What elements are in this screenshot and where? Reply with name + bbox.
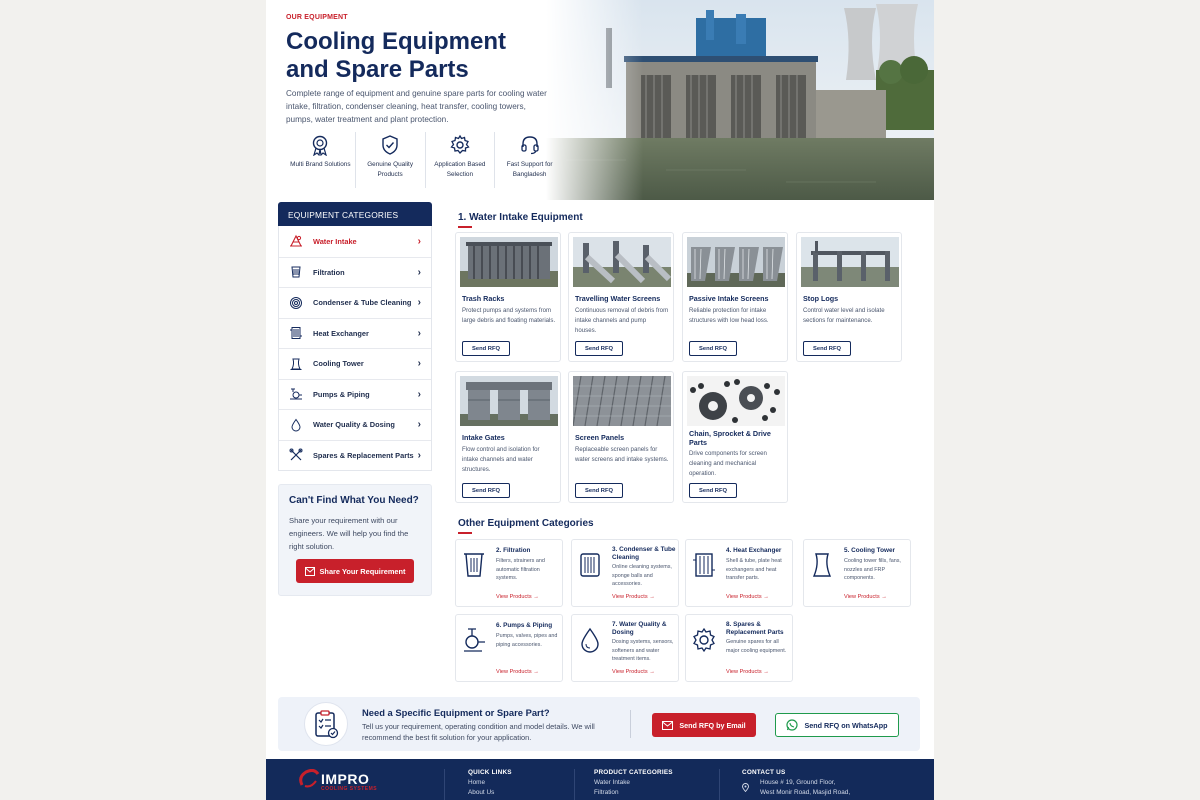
view-products-link[interactable]: View Products →	[496, 669, 539, 675]
footer-link[interactable]: About Us	[468, 789, 495, 796]
view-products-link[interactable]: View Products →	[726, 669, 769, 675]
footer-quick-links	[468, 769, 512, 796]
category-title: 3. Condenser & Tube Cleaning	[612, 546, 676, 561]
product-image	[687, 376, 785, 426]
product-description: Control water level and isolate sections for maintenance.	[803, 307, 885, 324]
sidebar-item-label: Water Intake	[313, 236, 357, 246]
send-rfq-button[interactable]: Send RFQ	[803, 341, 851, 356]
water-drop-icon	[578, 625, 602, 655]
cooling-tower-icon	[810, 550, 834, 580]
sidebar-heading: EQUIPMENT CATEGORIES	[278, 202, 432, 226]
hero	[266, 0, 934, 200]
sidebar-item-label: Pumps & Piping	[313, 389, 370, 399]
hero-eyebrow: OUR EQUIPMENT	[286, 14, 348, 21]
product-card-stop-logs	[796, 232, 902, 362]
category-title: 4. Heat Exchanger	[726, 547, 782, 554]
feature-label: Fast Support for Bangladesh	[506, 161, 553, 178]
sidebar-item-pumps-piping[interactable]	[279, 379, 431, 410]
product-title: Travelling Water Screens	[575, 294, 661, 303]
category-card-cooling-tower[interactable]	[803, 539, 911, 607]
sidebar-list	[278, 226, 432, 471]
footer-link[interactable]: Water Intake	[594, 779, 630, 786]
send-rfq-button[interactable]: Send RFQ	[462, 483, 510, 498]
location-pin-icon	[742, 783, 749, 792]
sidebar-item-heat-exchanger[interactable]	[279, 318, 431, 349]
feature-genuine-quality	[356, 132, 426, 188]
category-title: 6. Pumps & Piping	[496, 622, 553, 629]
condenser-icon	[578, 550, 602, 580]
chevron-right-icon: ›	[417, 358, 421, 370]
product-card-screen-panels	[568, 371, 674, 503]
contact-address-line: House # 19, Ground Floor,	[760, 779, 836, 786]
category-title: 2. Filtration	[496, 547, 531, 554]
shield-check-icon	[379, 134, 401, 156]
category-title: 8. Spares & Replacement Parts	[726, 621, 784, 636]
page-title: Cooling Equipment and Spare Parts	[286, 28, 506, 83]
product-image	[801, 237, 899, 287]
cooling-tower-icon	[289, 357, 303, 371]
view-products-link[interactable]: View Products →	[612, 594, 655, 600]
send-rfq-button[interactable]: Send RFQ	[689, 483, 737, 498]
footer	[266, 759, 934, 800]
product-description: Reliable protection for intake structures with low head loss.	[689, 307, 769, 324]
category-description: Online cleaning systems, sponge balls and accessories.	[612, 564, 672, 587]
product-title: Stop Logs	[803, 294, 839, 303]
category-card-filtration[interactable]	[455, 539, 563, 607]
send-rfq-button[interactable]: Send RFQ	[575, 341, 623, 356]
other-categories-title: Other Equipment Categories	[458, 518, 594, 529]
chevron-right-icon: ›	[417, 449, 421, 461]
feature-multi-brand	[286, 132, 356, 188]
category-title: 7. Water Quality & Dosing	[612, 621, 667, 636]
hero-description: Complete range of equipment and genuine spare parts for cooling water intake, filtration, condenser cleaning, heat transfer, cooling towers, pumps, water treatment and plant protection.	[286, 89, 547, 124]
product-title: Chain, Sprocket & Drive Parts	[689, 429, 771, 447]
divider	[630, 710, 631, 738]
category-card-spares[interactable]	[685, 614, 793, 682]
gear-icon	[692, 625, 716, 655]
rfq-cta-bar	[278, 697, 920, 751]
sidebar-item-cooling-tower[interactable]	[279, 348, 431, 379]
gear-icon	[449, 134, 471, 156]
sidebar-item-water-quality[interactable]	[279, 409, 431, 440]
send-rfq-button[interactable]: Send RFQ	[575, 483, 623, 498]
chevron-right-icon: ›	[417, 235, 421, 247]
product-card-travelling-screens	[568, 232, 674, 362]
logo-icon	[298, 769, 320, 789]
section-underline	[458, 532, 472, 534]
whatsapp-icon	[786, 719, 798, 731]
divider	[574, 769, 575, 800]
view-products-link[interactable]: View Products →	[844, 594, 887, 600]
product-title: Trash Racks	[462, 294, 505, 303]
product-title: Screen Panels	[575, 433, 625, 442]
send-rfq-button[interactable]: Send RFQ	[689, 341, 737, 356]
send-rfq-button[interactable]: Send RFQ	[462, 341, 510, 356]
feature-fast-support	[495, 132, 564, 188]
send-rfq-whatsapp-button[interactable]	[775, 713, 899, 737]
product-description: Flow control and isolation for intake channels and water structures.	[462, 446, 540, 473]
footer-link[interactable]: Filtration	[594, 789, 619, 796]
category-description: Pumps, valves, pipes and piping accessories.	[496, 633, 558, 648]
water-drop-icon	[289, 418, 303, 432]
heat-exchanger-icon	[692, 550, 716, 580]
category-description: Filters, strainers and automatic filtration systems.	[496, 558, 545, 581]
section-underline	[458, 226, 472, 228]
product-description: Drive components for screen cleaning and mechanical operation.	[689, 450, 767, 477]
category-description: Cooling tower fills, fans, nozzles and FRP components.	[844, 558, 901, 581]
cta-title: Need a Specific Equipment or Spare Part?	[362, 707, 550, 718]
page	[266, 0, 934, 800]
footer-link[interactable]: Home	[468, 779, 486, 786]
sidebar-item-condenser[interactable]	[279, 287, 431, 318]
cta-text: Tell us your requirement, operating condition and model details. We will recommend the best fit solution for your application.	[362, 722, 595, 742]
product-card-intake-gates	[455, 371, 561, 503]
product-image	[460, 376, 558, 426]
product-image	[573, 237, 671, 287]
filter-icon	[289, 265, 303, 279]
logo-tagline: COOLING SYSTEMS	[321, 786, 378, 792]
help-title: Can't Find What You Need?	[289, 495, 419, 506]
category-card-heat-exchanger[interactable]	[685, 539, 793, 607]
feature-label: Genuine Quality Products	[367, 161, 414, 178]
product-image	[687, 237, 785, 287]
clipboard-check-icon	[304, 702, 348, 746]
footer-product-categories	[594, 769, 673, 796]
tools-icon	[289, 448, 303, 462]
category-description: Genuine spares for all major cooling equipment.	[726, 639, 787, 654]
pump-icon	[462, 625, 486, 655]
sidebar-item-label: Spares & Replacement Parts	[313, 450, 414, 460]
category-description: Dosing systems, sensors, softeners and water treatment items.	[612, 639, 674, 662]
divider	[444, 769, 445, 800]
hero-image	[546, 0, 934, 200]
product-card-passive-screens	[682, 232, 788, 362]
category-title: 5. Cooling Tower	[844, 547, 896, 554]
sidebar-item-water-intake[interactable]	[279, 226, 431, 257]
whatsapp-button-label: Send RFQ on WhatsApp	[804, 720, 888, 730]
feature-application-selection	[426, 132, 496, 188]
product-image	[573, 376, 671, 426]
contact-address-line: West Monir Road, Masjid Road,	[760, 789, 851, 796]
category-card-pumps-piping[interactable]	[455, 614, 563, 682]
feature-label: Multi Brand Solutions	[290, 161, 351, 168]
chevron-right-icon: ›	[417, 266, 421, 278]
view-products-link[interactable]: View Products →	[496, 594, 539, 600]
logo[interactable]: IMPRO	[321, 771, 370, 787]
send-rfq-email-button[interactable]	[652, 713, 756, 737]
section-title: 1. Water Intake Equipment	[458, 212, 583, 223]
category-card-water-quality[interactable]	[571, 614, 679, 682]
condenser-icon	[289, 296, 303, 310]
product-description: Continuous removal of debris from intake channels and pump houses.	[575, 307, 669, 334]
footer-heading: CONTACT US	[742, 769, 786, 776]
feature-label: Application Based Selection	[434, 161, 486, 178]
water-intake-icon	[289, 234, 303, 248]
category-sidebar	[278, 202, 432, 471]
chevron-right-icon: ›	[417, 419, 421, 431]
sidebar-item-label: Cooling Tower	[313, 359, 364, 369]
product-title: Intake Gates	[462, 433, 505, 442]
product-description: Replaceable screen panels for water screens and intake systems.	[575, 446, 669, 463]
pump-icon	[289, 387, 303, 401]
filter-icon	[462, 550, 486, 580]
view-products-link[interactable]: View Products →	[726, 594, 769, 600]
product-card-chain-sprocket	[682, 371, 788, 503]
chevron-right-icon: ›	[417, 388, 421, 400]
divider	[719, 769, 720, 800]
footer-contact	[742, 769, 850, 796]
sidebar-item-spares[interactable]	[279, 440, 431, 471]
product-image	[460, 237, 558, 287]
heat-exchanger-icon	[289, 326, 303, 340]
sidebar-item-label: Water Quality & Dosing	[313, 420, 395, 430]
product-description: Protect pumps and systems from large debris and floating materials.	[462, 307, 556, 324]
feature-list	[286, 132, 564, 188]
category-description: Shell & tube, plate heat exchangers and heat transfer parts.	[726, 558, 782, 581]
product-title: Passive Intake Screens	[689, 294, 769, 303]
email-button-label: Send RFQ by Email	[679, 720, 746, 730]
view-products-link[interactable]: View Products →	[612, 669, 655, 675]
chevron-right-icon: ›	[417, 327, 421, 339]
envelope-icon	[305, 567, 315, 576]
footer-heading: PRODUCT CATEGORIES	[594, 769, 673, 776]
share-requirement-label: Share Your Requirement	[319, 566, 406, 576]
sidebar-item-label: Heat Exchanger	[313, 328, 369, 338]
envelope-icon	[662, 721, 673, 730]
sidebar-item-label: Condenser & Tube Cleaning	[313, 298, 412, 308]
footer-heading: QUICK LINKS	[468, 769, 512, 776]
award-icon	[309, 134, 331, 156]
headset-icon	[519, 134, 541, 156]
help-text: Share your requirement with our engineers. We will help you find the right solution.	[289, 516, 409, 551]
sidebar-item-filtration[interactable]	[279, 257, 431, 288]
product-card-trash-racks	[455, 232, 561, 362]
chevron-right-icon: ›	[417, 297, 421, 309]
category-card-condenser[interactable]	[571, 539, 679, 607]
sidebar-item-label: Filtration	[313, 267, 345, 277]
share-requirement-button[interactable]	[296, 559, 414, 583]
help-box	[278, 484, 432, 596]
